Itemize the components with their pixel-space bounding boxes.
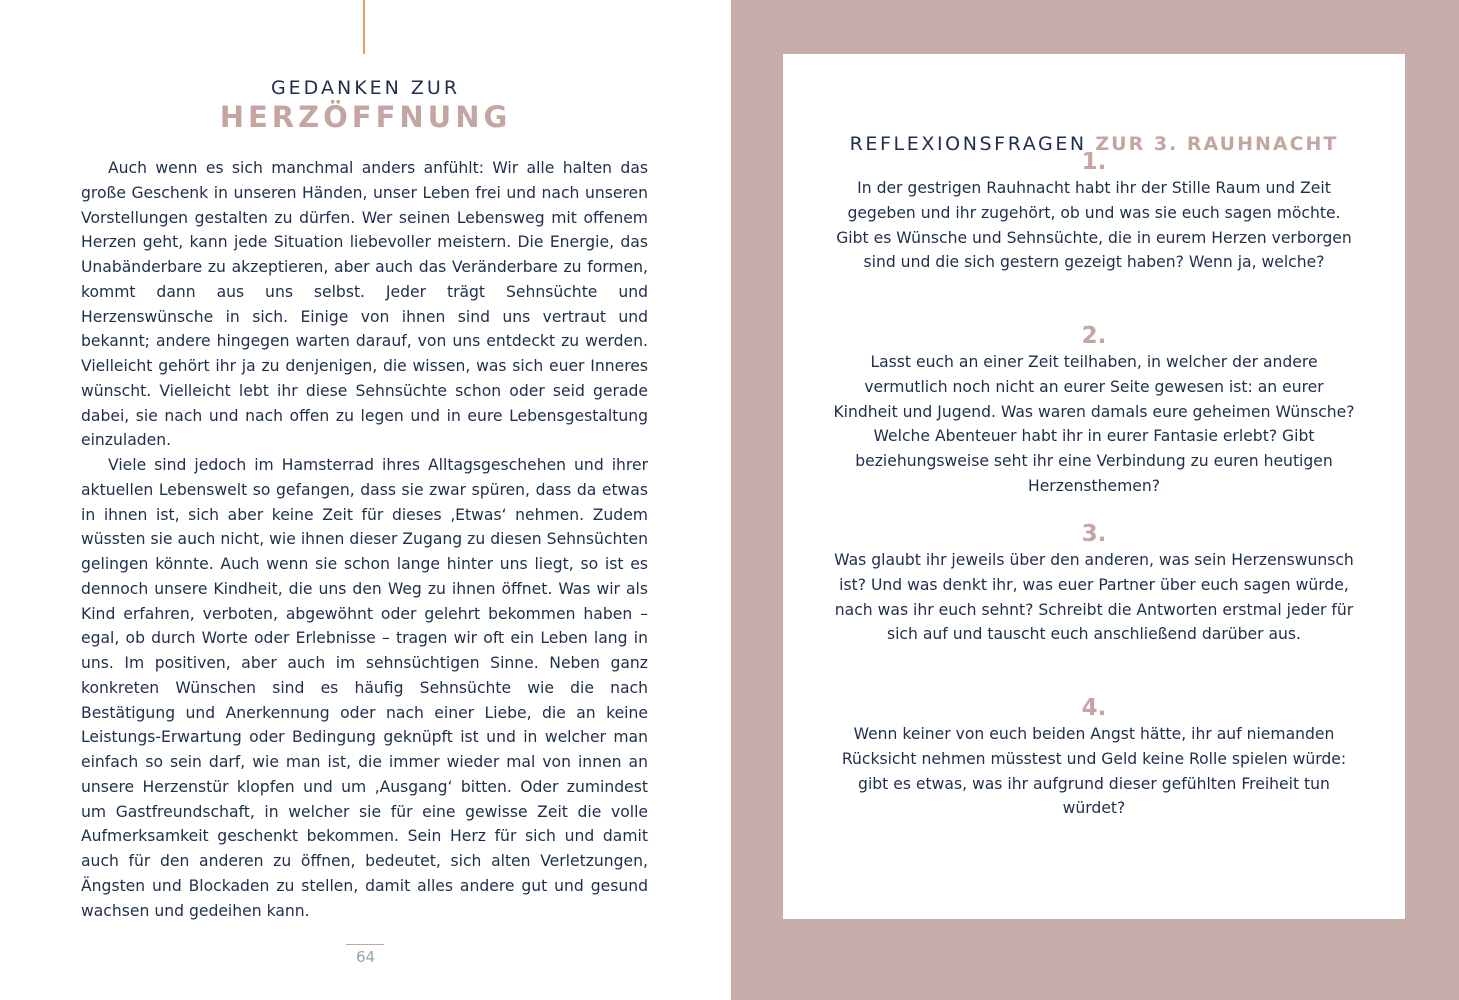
question-number: 4. bbox=[1081, 695, 1107, 721]
right-page-panel bbox=[731, 0, 1459, 1000]
page-number-rule bbox=[346, 944, 384, 945]
body-paragraph: Auch wenn es sich manchmal anders anfühlt: Wir alle halten das große Geschenk in unseren Händen, unser Leben frei und nach unseren Vorstellungen gestalten zu dürfen. Wer seinen Lebensweg mit offenem Herzen geht, kann jede Situation liebevoller meistern. Die Energie, das Unabänderbare zu akzeptieren, aber auch das Veränderbare zu formen, kommt dann aus uns selbst. Jeder trägt Sehnsüchte und Herzenswünsche in sich. Einige von ihnen sind uns vertraut und bekannt; andere hingegen warten darauf, von uns entdeckt zu werden. Vielleicht gehört ihr ja zu denjenigen, die wissen, was sich euer Inneres wünscht. Vielleicht lebt ihr diese Sehnsüchte schon oder seid gerade dabei, sie nach und nach offen zu legen und in eure Lebensgestaltung einzuladen. bbox=[81, 159, 648, 450]
question-text: Was glaubt ihr jeweils über den anderen, was sein Herzenswunsch ist? Und was denkt ihr, was euer Partner über euch sagen würde, nach was ihr euch sehnt? Schreibt die Antworten erstmal jeder für sich auf und tauscht euch anschließend darüber aus. bbox=[834, 551, 1354, 644]
question-item bbox=[833, 322, 1355, 499]
section-kicker: GEDANKEN ZUR bbox=[270, 77, 461, 99]
question-text: In der gestrigen Rauhnacht habt ihr der Stille Raum und Zeit gegeben und ihr zugehört, ob und was sie euch sagen möchte. Gibt es Wünsche und Sehnsüchte, die in eurem Herzen verborgen sind und die sich gestern gezeigt haben? Wenn ja, welche? bbox=[836, 179, 1352, 272]
question-item bbox=[833, 148, 1355, 275]
card-title-main: REFLEXIONSFRAGEN bbox=[849, 133, 1087, 155]
card-title-accent: ZUR 3. RAUHNACHT bbox=[1095, 133, 1339, 155]
question-number: 1. bbox=[1081, 149, 1107, 175]
question-item bbox=[833, 694, 1355, 821]
section-headline: HERZÖFFNUNG bbox=[219, 100, 512, 134]
body-text bbox=[81, 156, 648, 923]
reflection-card bbox=[783, 54, 1405, 919]
question-number: 3. bbox=[1081, 521, 1107, 547]
body-paragraph: Viele sind jedoch im Hamsterrad ihres Alltagsgeschehen und ihrer aktuellen Lebenswelt so gefangen, dass sie zwar spüren, dass da etwas in ihnen ist, sich aber keine Zeit für dieses ‚Etwas‘ nehmen. Zudem wüssten sie auch nicht, wie ihnen dieser Zugang zu diesen Sehnsüchten gelingen könnte. Auch wenn sie schon lange hinter uns liegt, so ist es dennoch unsere Kindheit, die uns den Weg zu ihnen öffnet. Was wir als Kind erfahren, verboten, abgewöhnt oder gelehrt bekommen haben – egal, ob durch Worte oder Erlebnisse – tragen wir oft ein Leben lang in uns. Im positiven, aber auch im sehnsüchtigen Sinne. Neben ganz konkreten Wünschen sind es häufig Sehnsüchte wie die nach Bestätigung und Anerkennung oder nach einer Liebe, die an keine Leistungs-Erwartung oder Bedingung geknüpft ist und in welcher man einfach so sein darf, wie man ist, die immer wieder mal von innen an unsere Herzenstür klopfen und um ‚Ausgang‘ bitten. Oder zumindest um Gastfreundschaft, in welcher sie für eine gewisse Zeit die volle Aufmerksamkeit geschenkt bekommen. Sein Herz für sich und damit auch für den anderen zu öffnen, bedeutet, sich alten Verletzungen, Ängsten und Blockaden zu stellen, damit alles andere gut und gesund wachsen und gedeihen kann. bbox=[81, 456, 648, 920]
page-number: 64 bbox=[355, 948, 376, 966]
question-number: 2. bbox=[1081, 323, 1107, 349]
question-item bbox=[833, 520, 1355, 647]
question-text: Wenn keiner von euch beiden Angst hätte, ihr auf niemanden Rücksicht nehmen müsstest und Geld keine Rolle spielen würde: gibt es etwas, was ihr aufgrund dieser gefühlten Freiheit tun würdet? bbox=[841, 725, 1347, 818]
question-text: Lasst euch an einer Zeit teilhaben, in welcher der andere vermutlich noch nicht an eurer Seite gewesen ist: an eurer Kindheit und Jugend. Was waren damals eure geheimen Wünsche? Welche Abenteuer habt ihr in eurer Fantasie erlebt? Gibt beziehungsweise seht ihr eine Verbindung zu euren heutigen Herzensthemen? bbox=[833, 353, 1355, 495]
top-decorative-rule bbox=[363, 0, 365, 54]
